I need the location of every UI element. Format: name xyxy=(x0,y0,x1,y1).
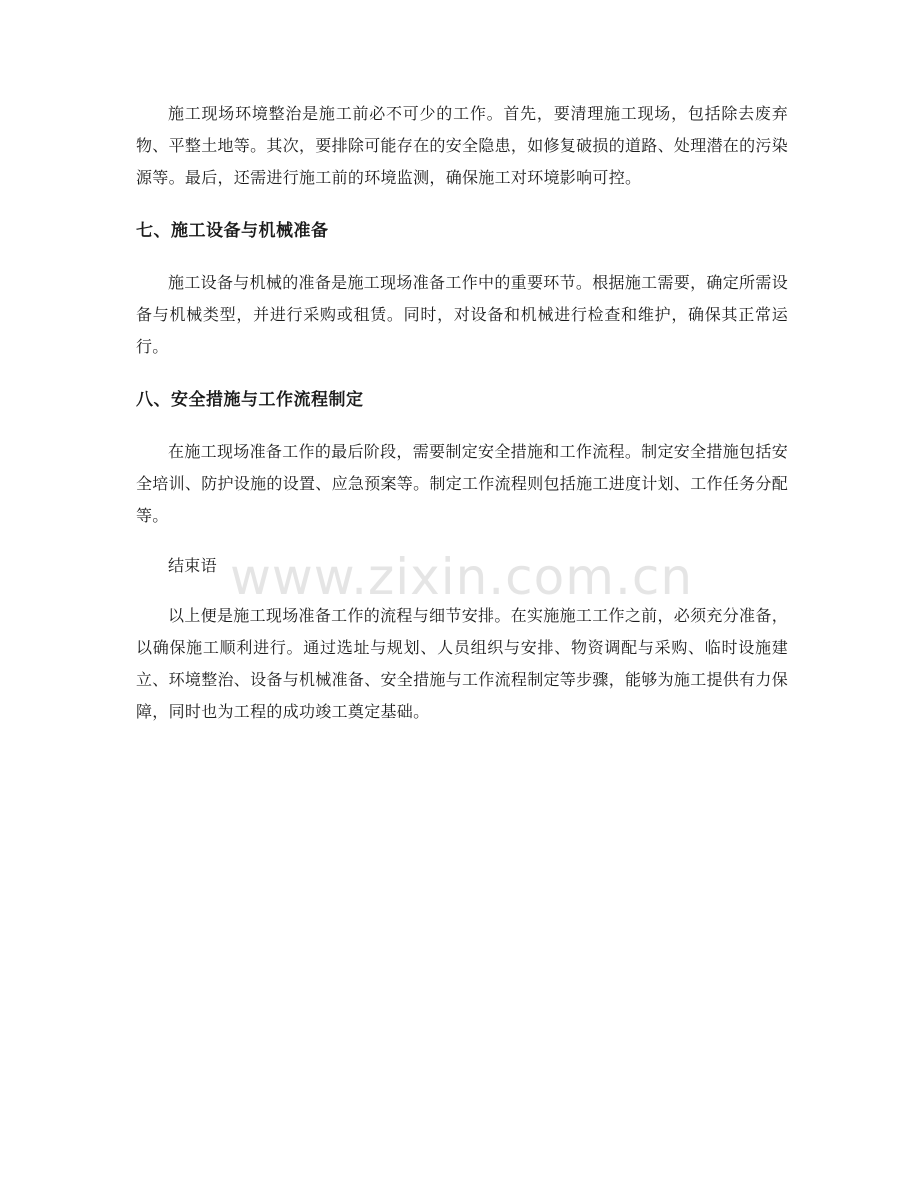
closing-label: 结束语 xyxy=(168,556,217,575)
paragraph-environment: 施工现场环境整治是施工前必不可少的工作。首先，要清理施工现场，包括除去废弃物、平整土地等。其次，要排除可能存在的安全隐患，如修复破损的道路、处理潜在的污染源等。最后，还需进行施工前的环境监测，确保施工对环境影响可控。 xyxy=(136,104,789,187)
document-body xyxy=(136,98,788,728)
section-heading-safety: 八、安全措施与工作流程制定 xyxy=(136,390,364,410)
paragraph-safety: 在施工现场准备工作的最后阶段，需要制定安全措施和工作流程。制定安全措施包括安全培训、防护设施的设置、应急预案等。制定工作流程则包括施工进度计划、工作任务分配等。 xyxy=(136,442,789,525)
section-heading-equipment: 七、施工设备与机械准备 xyxy=(136,221,329,241)
watermark: www.zixin.com.cn xyxy=(230,548,694,606)
paragraph-conclusion: 以上便是施工现场准备工作的流程与细节安排。在实施施工工作之前，必须充分准备，以确保施工顺利进行。通过选址与规划、人员组织与安排、物资调配与采购、临时设施建立、环境整治、设备与机械准备、安全措施与工作流程制定等步骤，能够为施工提供有力保障，同时也为工程的成功竣工奠定基础。 xyxy=(136,606,789,721)
paragraph-equipment: 施工设备与机械的准备是施工现场准备工作中的重要环节。根据施工需要，确定所需设备与机械类型，并进行采购或租赁。同时，对设备和机械进行检查和维护，确保其正常运行。 xyxy=(136,273,788,356)
